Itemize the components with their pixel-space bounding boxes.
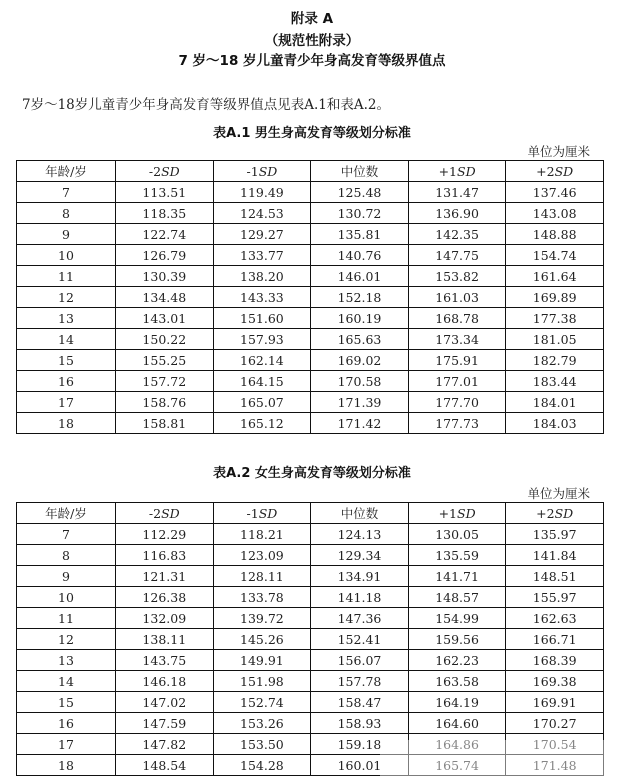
- table-row: [17, 224, 604, 245]
- column-header: -1SD: [213, 161, 311, 182]
- height-value-cell: 135.81: [311, 224, 409, 245]
- table-row: [17, 545, 604, 566]
- height-value-cell: 158.76: [116, 392, 214, 413]
- height-value-cell: 175.91: [408, 350, 506, 371]
- height-value-cell: 159.56: [408, 629, 506, 650]
- appendix-subject: 7 岁～18 岁儿童青少年身高发育等级界值点: [178, 53, 446, 69]
- height-value-cell: 159.18: [311, 734, 409, 755]
- height-value-cell: 162.63: [506, 608, 604, 629]
- height-value-cell: 155.97: [506, 587, 604, 608]
- table-row: [17, 566, 604, 587]
- table-a2-unit: 单位为厘米: [527, 486, 590, 501]
- age-cell: 16: [17, 713, 116, 734]
- height-value-cell: 139.72: [213, 608, 311, 629]
- height-value-cell: 158.47: [311, 692, 409, 713]
- height-value-cell: 160.01: [311, 755, 409, 776]
- height-value-cell: 156.07: [311, 650, 409, 671]
- height-value-cell: 153.50: [213, 734, 311, 755]
- sd-label: SD: [457, 505, 476, 521]
- height-value-cell: 128.11: [213, 566, 311, 587]
- height-value-cell: 138.20: [213, 266, 311, 287]
- height-value-cell: 133.77: [213, 245, 311, 266]
- age-cell: 9: [17, 566, 116, 587]
- table-row: [17, 629, 604, 650]
- height-value-cell: 168.39: [506, 650, 604, 671]
- height-value-cell: 131.47: [408, 182, 506, 203]
- height-value-cell: 157.72: [116, 371, 214, 392]
- age-cell: 7: [17, 524, 116, 545]
- height-value-cell: 148.57: [408, 587, 506, 608]
- height-value-cell: 177.38: [506, 308, 604, 329]
- age-cell: 8: [17, 545, 116, 566]
- height-value-cell: 157.93: [213, 329, 311, 350]
- height-value-cell: 124.53: [213, 203, 311, 224]
- table-row: [17, 587, 604, 608]
- height-value-cell: 135.97: [506, 524, 604, 545]
- height-value-cell: 163.58: [408, 671, 506, 692]
- height-value-cell: 169.02: [311, 350, 409, 371]
- column-header: +1SD: [408, 503, 506, 524]
- table-header-row: [17, 503, 604, 524]
- height-value-cell: 142.35: [408, 224, 506, 245]
- table-row: [17, 203, 604, 224]
- height-value-cell: 161.64: [506, 266, 604, 287]
- height-value-cell: 113.51: [116, 182, 214, 203]
- height-value-cell: 160.19: [311, 308, 409, 329]
- table-row: [17, 650, 604, 671]
- height-value-cell: 147.02: [116, 692, 214, 713]
- height-value-cell: 165.74: [408, 755, 506, 776]
- height-value-cell: 173.34: [408, 329, 506, 350]
- height-value-cell: 130.72: [311, 203, 409, 224]
- age-cell: 10: [17, 587, 116, 608]
- height-value-cell: 126.38: [116, 587, 214, 608]
- height-value-cell: 126.79: [116, 245, 214, 266]
- age-cell: 7: [17, 182, 116, 203]
- height-value-cell: 112.29: [116, 524, 214, 545]
- table-row: [17, 308, 604, 329]
- height-value-cell: 116.83: [116, 545, 214, 566]
- age-cell: 12: [17, 629, 116, 650]
- height-value-cell: 154.99: [408, 608, 506, 629]
- height-value-cell: 158.93: [311, 713, 409, 734]
- table-row: [17, 266, 604, 287]
- table-row: [17, 734, 604, 755]
- table-a1-title: 表A.1 男生身高发育等级划分标准: [213, 126, 411, 141]
- column-header: 中位数: [311, 161, 409, 182]
- height-value-cell: 130.39: [116, 266, 214, 287]
- sd-label: SD: [258, 505, 278, 521]
- table-a2-title: 表A.2 女生身高发育等级划分标准: [213, 466, 411, 481]
- age-cell: 16: [17, 371, 116, 392]
- age-cell: 17: [17, 734, 116, 755]
- height-value-cell: 153.26: [213, 713, 311, 734]
- height-value-cell: 147.36: [311, 608, 409, 629]
- height-value-cell: 153.82: [408, 266, 506, 287]
- table-row: [17, 671, 604, 692]
- column-header: -2SD: [116, 161, 214, 182]
- height-value-cell: 184.03: [506, 413, 604, 434]
- column-header: 中位数: [311, 503, 409, 524]
- height-value-cell: 147.59: [116, 713, 214, 734]
- height-value-cell: 177.73: [408, 413, 506, 434]
- height-value-cell: 148.88: [506, 224, 604, 245]
- column-header: 年龄/岁: [17, 161, 116, 182]
- table-row: [17, 287, 604, 308]
- height-value-cell: 170.27: [506, 713, 604, 734]
- height-value-cell: 169.89: [506, 287, 604, 308]
- appendix-title: 附录 A: [290, 11, 334, 27]
- height-value-cell: 150.22: [116, 329, 214, 350]
- sd-label: SD: [554, 505, 574, 521]
- height-value-cell: 140.76: [311, 245, 409, 266]
- column-header: +2SD: [506, 161, 604, 182]
- table-row: [17, 371, 604, 392]
- age-cell: 12: [17, 287, 116, 308]
- height-value-cell: 123.09: [213, 545, 311, 566]
- intro-paragraph: 7岁～18岁儿童青少年身高发育等级界值点见表A.1和表A.2。: [22, 97, 391, 113]
- height-value-cell: 164.86: [408, 734, 506, 755]
- height-value-cell: 137.46: [506, 182, 604, 203]
- height-value-cell: 136.90: [408, 203, 506, 224]
- column-header: +1SD: [408, 161, 506, 182]
- height-value-cell: 147.75: [408, 245, 506, 266]
- age-cell: 13: [17, 308, 116, 329]
- age-cell: 9: [17, 224, 116, 245]
- height-value-cell: 154.74: [506, 245, 604, 266]
- appendix-type: （规范性附录）: [264, 33, 360, 49]
- height-value-cell: 158.81: [116, 413, 214, 434]
- height-value-cell: 170.58: [311, 371, 409, 392]
- column-header: -1SD: [213, 503, 311, 524]
- height-value-cell: 118.21: [213, 524, 311, 545]
- height-value-cell: 130.05: [408, 524, 506, 545]
- height-value-cell: 151.60: [213, 308, 311, 329]
- table-row: [17, 755, 604, 776]
- height-value-cell: 134.48: [116, 287, 214, 308]
- height-value-cell: 162.23: [408, 650, 506, 671]
- height-value-cell: 143.08: [506, 203, 604, 224]
- height-value-cell: 165.07: [213, 392, 311, 413]
- height-value-cell: 169.38: [506, 671, 604, 692]
- height-value-cell: 146.01: [311, 266, 409, 287]
- height-value-cell: 157.78: [311, 671, 409, 692]
- table-row: [17, 524, 604, 545]
- table-row: [17, 350, 604, 371]
- height-value-cell: 138.11: [116, 629, 214, 650]
- height-value-cell: 118.35: [116, 203, 214, 224]
- sd-label: SD: [161, 163, 180, 179]
- age-cell: 18: [17, 413, 116, 434]
- height-value-cell: 164.15: [213, 371, 311, 392]
- sd-label: SD: [258, 163, 278, 179]
- height-value-cell: 146.18: [116, 671, 214, 692]
- height-value-cell: 177.70: [408, 392, 506, 413]
- height-value-cell: 143.01: [116, 308, 214, 329]
- table-row: [17, 608, 604, 629]
- height-value-cell: 183.44: [506, 371, 604, 392]
- height-value-cell: 155.25: [116, 350, 214, 371]
- age-cell: 18: [17, 755, 116, 776]
- height-value-cell: 129.34: [311, 545, 409, 566]
- column-header: 年龄/岁: [17, 503, 116, 524]
- height-value-cell: 165.12: [213, 413, 311, 434]
- height-value-cell: 162.14: [213, 350, 311, 371]
- table-row: [17, 413, 604, 434]
- age-cell: 11: [17, 266, 116, 287]
- height-value-cell: 124.13: [311, 524, 409, 545]
- height-value-cell: 133.78: [213, 587, 311, 608]
- table-row: [17, 392, 604, 413]
- height-value-cell: 171.39: [311, 392, 409, 413]
- height-value-cell: 149.91: [213, 650, 311, 671]
- age-cell: 10: [17, 245, 116, 266]
- height-value-cell: 147.82: [116, 734, 214, 755]
- height-value-cell: 168.78: [408, 308, 506, 329]
- height-value-cell: 141.84: [506, 545, 604, 566]
- column-header: +2SD: [506, 503, 604, 524]
- table-a1-unit: 单位为厘米: [527, 144, 590, 159]
- table-row: [17, 329, 604, 350]
- age-cell: 15: [17, 692, 116, 713]
- height-value-cell: 154.28: [213, 755, 311, 776]
- height-value-cell: 134.91: [311, 566, 409, 587]
- height-value-cell: 145.26: [213, 629, 311, 650]
- height-value-cell: 170.54: [506, 734, 604, 755]
- table-a1-boys-height: [16, 160, 604, 434]
- height-value-cell: 184.01: [506, 392, 604, 413]
- height-value-cell: 129.27: [213, 224, 311, 245]
- age-cell: 11: [17, 608, 116, 629]
- height-value-cell: 125.48: [311, 182, 409, 203]
- sd-label: SD: [161, 505, 180, 521]
- table-a2-girls-height: [16, 502, 604, 776]
- height-value-cell: 165.63: [311, 329, 409, 350]
- height-value-cell: 169.91: [506, 692, 604, 713]
- height-value-cell: 148.54: [116, 755, 214, 776]
- height-value-cell: 148.51: [506, 566, 604, 587]
- height-value-cell: 143.33: [213, 287, 311, 308]
- height-value-cell: 121.31: [116, 566, 214, 587]
- height-value-cell: 135.59: [408, 545, 506, 566]
- age-cell: 13: [17, 650, 116, 671]
- height-value-cell: 152.74: [213, 692, 311, 713]
- table-header-row: [17, 161, 604, 182]
- height-value-cell: 177.01: [408, 371, 506, 392]
- table-row: [17, 692, 604, 713]
- column-header: -2SD: [116, 503, 214, 524]
- height-value-cell: 141.71: [408, 566, 506, 587]
- height-value-cell: 122.74: [116, 224, 214, 245]
- height-value-cell: 152.41: [311, 629, 409, 650]
- height-value-cell: 143.75: [116, 650, 214, 671]
- height-value-cell: 161.03: [408, 287, 506, 308]
- height-value-cell: 171.42: [311, 413, 409, 434]
- height-value-cell: 171.48: [506, 755, 604, 776]
- height-value-cell: 152.18: [311, 287, 409, 308]
- table-row: [17, 245, 604, 266]
- height-value-cell: 164.60: [408, 713, 506, 734]
- height-value-cell: 141.18: [311, 587, 409, 608]
- height-value-cell: 164.19: [408, 692, 506, 713]
- age-cell: 14: [17, 329, 116, 350]
- sd-label: SD: [554, 163, 574, 179]
- age-cell: 15: [17, 350, 116, 371]
- height-value-cell: 119.49: [213, 182, 311, 203]
- age-cell: 8: [17, 203, 116, 224]
- height-value-cell: 166.71: [506, 629, 604, 650]
- height-value-cell: 132.09: [116, 608, 214, 629]
- table-row: [17, 713, 604, 734]
- height-value-cell: 182.79: [506, 350, 604, 371]
- height-value-cell: 181.05: [506, 329, 604, 350]
- age-cell: 17: [17, 392, 116, 413]
- sd-label: SD: [457, 163, 476, 179]
- table-row: [17, 182, 604, 203]
- height-value-cell: 151.98: [213, 671, 311, 692]
- age-cell: 14: [17, 671, 116, 692]
